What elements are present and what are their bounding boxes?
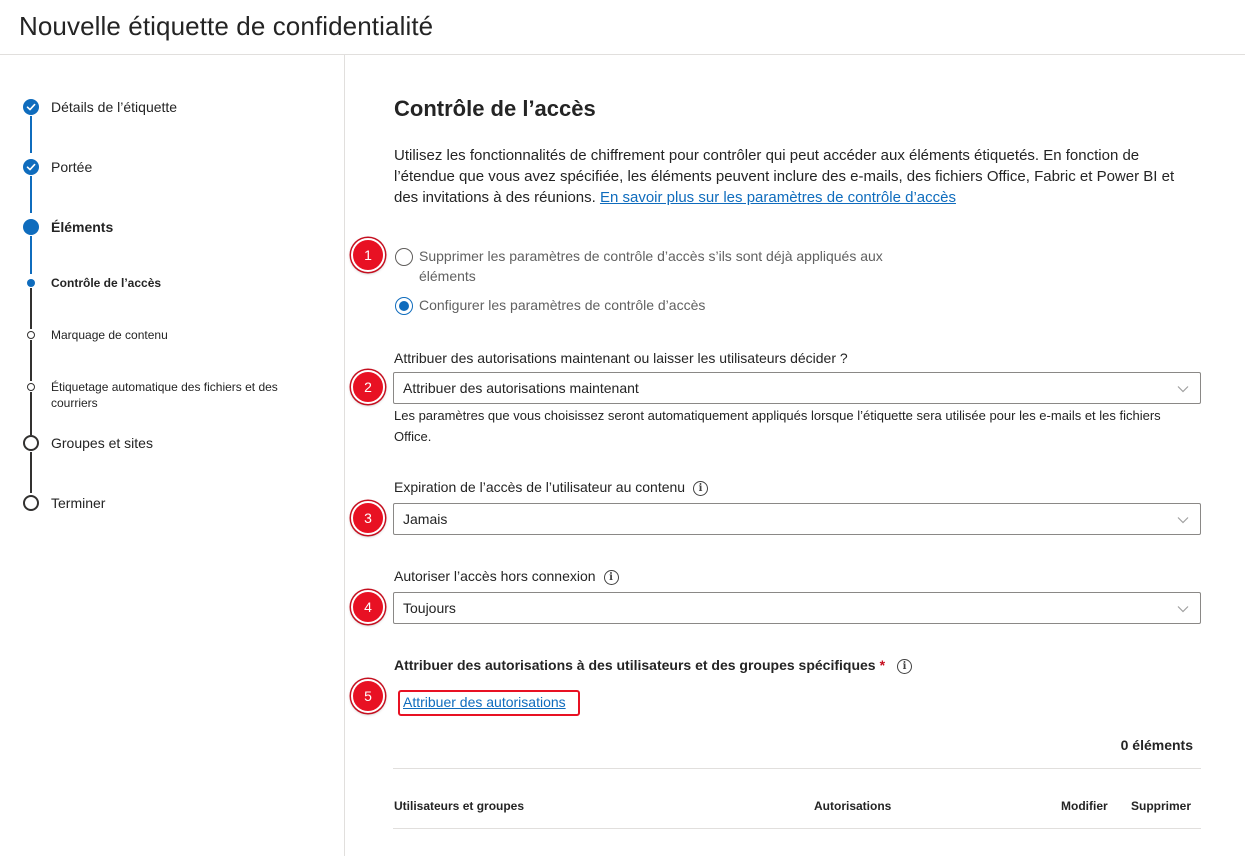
step-label-finish[interactable]: Terminer bbox=[51, 495, 106, 511]
step-connector bbox=[30, 236, 32, 274]
step-label-details[interactable]: Détails de l’étiquette bbox=[51, 99, 178, 115]
substep-icon bbox=[27, 331, 35, 339]
substep-icon bbox=[27, 383, 35, 391]
remove-access-control-radio[interactable] bbox=[395, 248, 413, 266]
dropdown-value: Attribuer des autorisations maintenant bbox=[403, 380, 639, 396]
annotation-marker-1: 1 bbox=[351, 238, 385, 272]
current-substep-icon bbox=[27, 279, 35, 287]
offline-access-dropdown[interactable] bbox=[393, 592, 1201, 624]
step-connector bbox=[30, 340, 32, 381]
check-icon bbox=[23, 99, 39, 115]
description-text: Utilisez les fonctionnalités de chiffrement pour contrôler qui peut accéder aux éléments étiquetés. En fonction de l’étendue que vous avez spécifiée, les éléments peuvent inclure des e-mails, des fichiers Office, Fabric et Power BI et des invitations à des réunions. bbox=[394, 147, 1175, 206]
learn-more-link[interactable]: En savoir plus sur les paramètres de contrôle d’accès bbox=[599, 189, 956, 206]
step-connector bbox=[30, 176, 32, 213]
offline-label-text: Autoriser l’accès hors connexion bbox=[394, 568, 596, 584]
annotation-marker-5: 5 bbox=[351, 679, 385, 713]
configure-access-control-radio[interactable] bbox=[395, 297, 413, 315]
chevron-down-icon bbox=[1176, 602, 1190, 616]
annotation-marker-2: 2 bbox=[351, 370, 385, 404]
dropdown-value: Toujours bbox=[403, 600, 456, 616]
section-description bbox=[394, 145, 1194, 208]
remove-access-control-label: Supprimer les paramètres de contrôle d’accès s’ils sont déjà appliqués aux éléments bbox=[419, 248, 883, 284]
permissions-title bbox=[394, 657, 912, 674]
annotation-marker-4: 4 bbox=[351, 590, 385, 624]
assign-question-label: Attribuer des autorisations maintenant ou laisser les utilisateurs décider ? bbox=[394, 350, 848, 366]
column-delete[interactable]: Supprimer bbox=[1131, 799, 1192, 813]
main-content bbox=[345, 55, 1245, 856]
table-divider bbox=[393, 768, 1201, 769]
check-icon bbox=[23, 159, 39, 175]
info-icon[interactable]: i bbox=[693, 481, 708, 496]
section-title: Contrôle de l’accès bbox=[394, 96, 596, 121]
expiration-dropdown[interactable] bbox=[393, 503, 1201, 535]
offline-access-label bbox=[394, 568, 619, 585]
step-label-scope[interactable]: Portée bbox=[51, 159, 93, 175]
required-mark: * bbox=[879, 657, 886, 673]
step-label-items[interactable]: Éléments bbox=[51, 219, 114, 235]
annotation-marker-3: 3 bbox=[351, 501, 385, 535]
assign-permissions-highlight bbox=[398, 690, 580, 716]
assign-help-text: Les paramètres que vous choisissez seront automatiquement appliqués lorsque l’étiquette sera utilisée pour les e-mails et les fichiers Office. bbox=[394, 408, 1161, 444]
chevron-down-icon bbox=[1176, 382, 1190, 396]
current-step-icon bbox=[23, 219, 39, 235]
step-connector bbox=[30, 392, 32, 435]
table-divider bbox=[393, 828, 1201, 829]
substep-label-content-marking[interactable]: Marquage de contenu bbox=[51, 328, 168, 342]
page-header bbox=[0, 0, 1245, 55]
permissions-title-text: Attribuer des autorisations à des utilisateurs et des groupes spécifiques bbox=[394, 657, 876, 673]
column-permissions[interactable]: Autorisations bbox=[814, 799, 892, 813]
info-icon[interactable]: i bbox=[604, 570, 619, 585]
step-connector bbox=[30, 452, 32, 493]
column-users-groups[interactable]: Utilisateurs et groupes bbox=[394, 799, 525, 813]
page-title: Nouvelle étiquette de confidentialité bbox=[19, 11, 434, 41]
column-edit[interactable]: Modifier bbox=[1061, 799, 1108, 813]
assign-permissions-link[interactable]: Attribuer des autorisations bbox=[403, 694, 566, 710]
step-icon bbox=[23, 495, 39, 511]
expiration-label bbox=[394, 479, 708, 496]
configure-access-control-label: Configurer les paramètres de contrôle d’accès bbox=[419, 297, 706, 313]
item-count: 0 éléments bbox=[1120, 737, 1193, 753]
assign-permissions-dropdown[interactable] bbox=[393, 372, 1201, 404]
info-icon[interactable]: i bbox=[897, 659, 912, 674]
step-icon bbox=[23, 435, 39, 451]
dropdown-value: Jamais bbox=[403, 511, 448, 527]
substep-label-auto-labeling[interactable]: Étiquetage automatique des fichiers et des courriers bbox=[51, 380, 278, 410]
wizard-steps bbox=[0, 55, 345, 856]
step-connector bbox=[30, 288, 32, 329]
step-connector bbox=[30, 116, 32, 153]
chevron-down-icon bbox=[1176, 513, 1190, 527]
step-label-groups-sites[interactable]: Groupes et sites bbox=[51, 435, 153, 451]
substep-label-access-control[interactable]: Contrôle de l’accès bbox=[51, 276, 162, 290]
expiration-label-text: Expiration de l’accès de l’utilisateur au contenu bbox=[394, 479, 686, 495]
